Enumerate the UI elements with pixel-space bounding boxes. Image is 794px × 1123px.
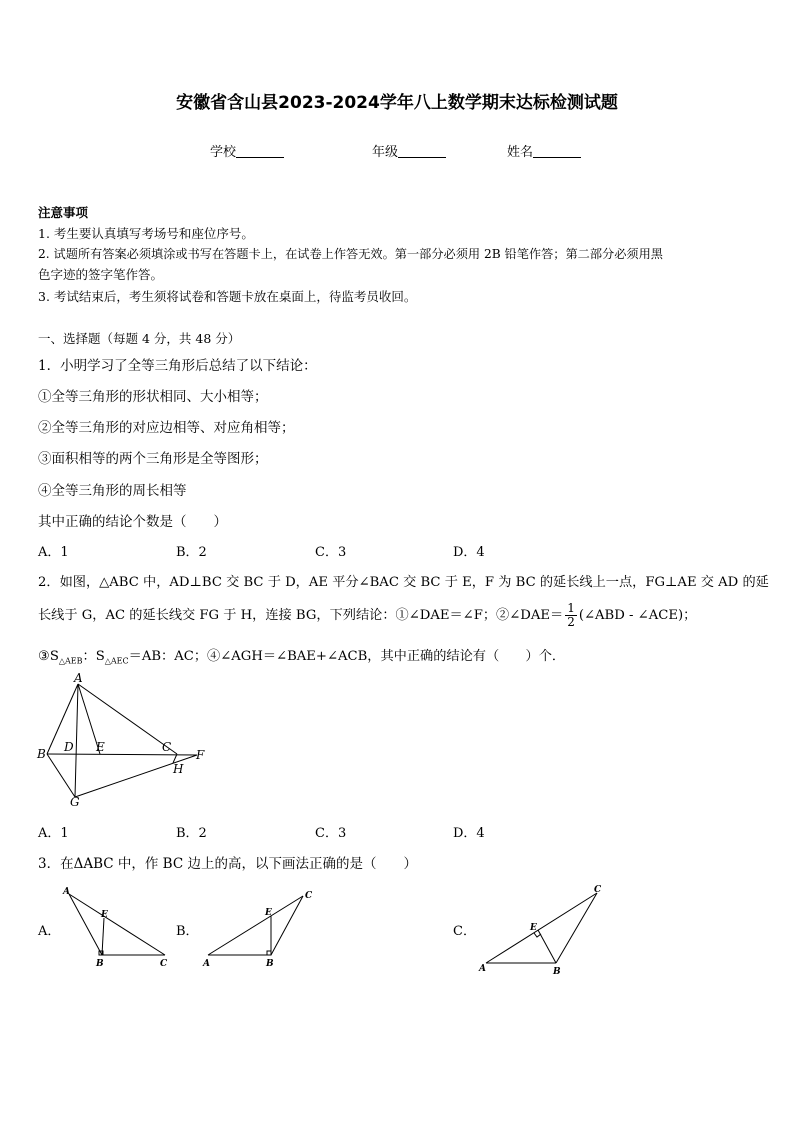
svg-text:B: B xyxy=(553,967,561,977)
grade-label: 年级 xyxy=(372,145,399,160)
q3-option-c[interactable]: C． xyxy=(453,924,476,939)
fig2-label-f: F xyxy=(196,748,205,762)
school-label: 学校 xyxy=(210,145,237,160)
q1-question: 其中正确的结论个数是（ ） xyxy=(38,514,227,530)
svg-text:E: E xyxy=(530,923,537,933)
fig2-label-a: A xyxy=(74,672,83,685)
q3-option-a[interactable]: A． xyxy=(38,924,61,939)
q1-option-d[interactable]: D．4 xyxy=(453,545,485,560)
q3-figure-a xyxy=(55,882,180,972)
grade-blank xyxy=(398,145,446,158)
q1-statement-2: ②全等三角形的对应边相等、对应角相等； xyxy=(38,420,295,436)
q1-statement-4: ④全等三角形的周长相等 xyxy=(38,483,187,499)
svg-text:A: A xyxy=(479,964,486,974)
name-field[interactable] xyxy=(507,141,581,160)
svg-text:B: B xyxy=(96,959,104,969)
note-2a: 2. 试题所有答案必须填涂或书写在答题卡上，在试卷上作答无效。第一部分必须用 2B 铅笔作答；第二部分必须用黑 xyxy=(38,247,663,261)
fig2-label-b: B xyxy=(37,747,46,761)
q2-option-c[interactable]: C．3 xyxy=(315,826,347,841)
note-1: 1. 考生要认真填写考场号和座位序号。 xyxy=(38,226,254,241)
svg-text:C: C xyxy=(305,891,313,901)
q2-line-1: 2．如图，△ABC 中，AD⊥BC 交 BC 于 D，AE 平分∠BAC 交 BC 于 E，F 为 BC 的延长线上一点，FG⊥AE 交 AD 的延 xyxy=(38,575,769,590)
note-3: 3. 考试结束后，考生须将试卷和答题卡放在桌面上，待监考员收回。 xyxy=(38,289,417,304)
q2-figure xyxy=(30,672,220,812)
fraction-half: $\frac{1}{2}$ xyxy=(567,601,575,629)
page-title: 安徽省含山县2023-2024学年八上数学期末达标检测试题 xyxy=(176,93,618,113)
fig2-label-c: C xyxy=(162,740,172,754)
q1-option-b[interactable]: B．2 xyxy=(176,545,207,560)
fig2-label-d: D xyxy=(64,740,74,754)
svg-text:A: A xyxy=(63,887,70,897)
notes-heading: 注意事项 xyxy=(38,205,89,220)
school-field[interactable] xyxy=(210,141,284,160)
svg-text:A: A xyxy=(203,959,210,969)
svg-text:C: C xyxy=(160,959,168,969)
fig2-label-g: G xyxy=(70,795,80,809)
fig2-label-h: H xyxy=(173,762,184,776)
school-blank xyxy=(236,145,284,158)
q2-option-a[interactable]: A．1 xyxy=(38,826,69,841)
name-label: 姓名 xyxy=(507,145,534,160)
q1-statement-1: ①全等三角形的形状相同、大小相等； xyxy=(38,389,268,405)
q2-option-d[interactable]: D．4 xyxy=(453,826,485,841)
fig2-label-e: E xyxy=(96,740,105,754)
svg-text:E: E xyxy=(101,910,108,920)
q1-statement-3: ③面积相等的两个三角形是全等图形； xyxy=(38,451,268,467)
q2-line-2 xyxy=(38,602,696,629)
section-heading: 一、选择题（每题 4 分，共 48 分） xyxy=(38,331,241,346)
q2-option-b[interactable]: B．2 xyxy=(176,826,207,841)
q3-option-b[interactable]: B． xyxy=(176,924,199,939)
grade-field[interactable] xyxy=(372,141,446,160)
q2-line-2a: 长线于 G，AC 的延长线交 FG 于 H，连接 BG，下列结论：①∠DAE＝∠F；②∠DAE＝ xyxy=(38,608,564,623)
q2-line-2b: (∠ABD - ∠ACE)； xyxy=(578,608,697,623)
note-2b: 色字迹的签字笔作答。 xyxy=(38,267,164,282)
q1-option-c[interactable]: C．3 xyxy=(315,545,347,560)
q3-figure-b xyxy=(195,882,325,972)
q1-stem: 1．小明学习了全等三角形后总结了以下结论： xyxy=(38,358,317,374)
name-blank xyxy=(533,145,581,158)
q3-stem: 3．在ΔABC 中，作 BC 边上的高，以下画法正确的是（ ） xyxy=(38,856,417,872)
q2-line-3: $③S_{\triangle AEB}$：$S_{\triangle AEC}=AB$：AC；④∠AGH＝∠BAE+∠ACB，其中正确的结论有（ ）个． xyxy=(38,649,566,666)
svg-text:C: C xyxy=(594,885,602,895)
q1-option-a[interactable]: A．1 xyxy=(38,545,69,560)
svg-text:B: B xyxy=(266,959,274,969)
q3-figure-c xyxy=(472,880,617,980)
svg-text:E: E xyxy=(265,908,272,918)
